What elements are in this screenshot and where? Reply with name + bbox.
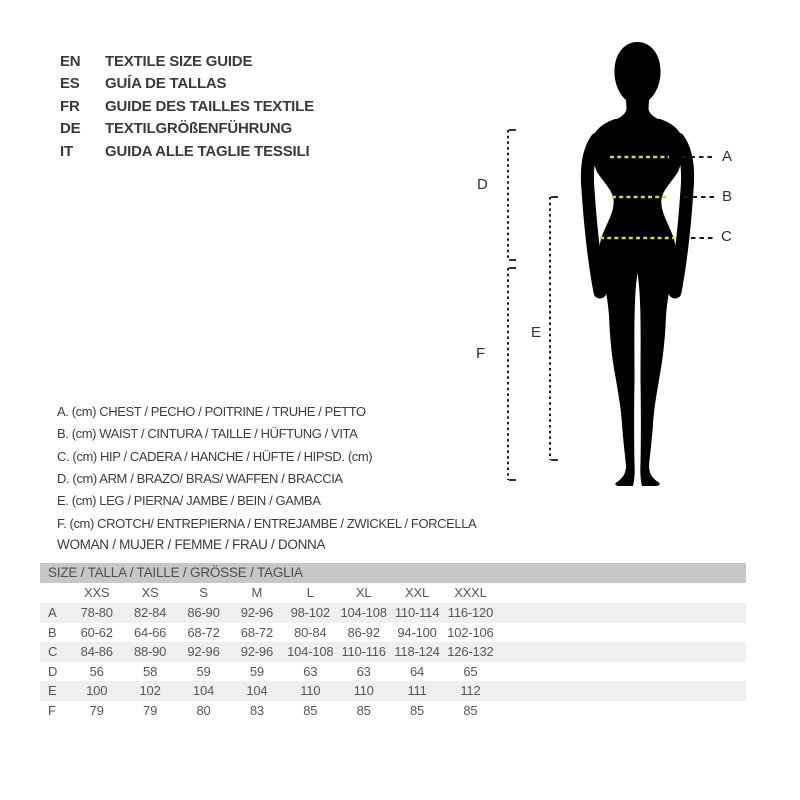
size-value: 64-66: [133, 624, 167, 640]
row-filler: [497, 701, 746, 721]
size-value: 111: [407, 683, 427, 698]
language-code: ES: [60, 75, 80, 93]
measure-label-e: E: [531, 324, 542, 341]
language-code: DE: [60, 120, 81, 138]
size-value: 110: [353, 683, 374, 698]
column-header: XXXL: [454, 585, 487, 600]
silhouette-head: [613, 42, 662, 121]
column-header-spacer: [40, 583, 70, 603]
row-filler: [497, 623, 746, 643]
size-value: 64: [410, 663, 425, 679]
size-value: 85: [356, 702, 371, 718]
measurement-legend: [57, 401, 476, 535]
size-value: 63: [356, 663, 371, 679]
measure-label-d: D: [477, 176, 488, 193]
column-header: XXS: [83, 585, 110, 600]
size-value: 79: [143, 702, 158, 718]
language-row: [60, 51, 314, 73]
row-filler: [497, 642, 746, 662]
size-value: 92-96: [240, 644, 273, 659]
size-value: 85: [463, 702, 478, 718]
size-value: 78-80: [80, 605, 113, 620]
row-label: C: [48, 644, 58, 659]
size-table: [40, 563, 746, 720]
measure-label-f: F: [476, 345, 486, 362]
column-header: M: [251, 585, 263, 600]
size-value: 94-100: [397, 624, 437, 640]
legend-line: E. (cm) LEG / PIERNA/ JAMBE / BEIN / GAMBA: [57, 493, 321, 509]
table-row: [40, 701, 746, 721]
legend-line: D. (cm) ARM / BRAZO/ BRAS/ WAFFEN / BRACCIA: [57, 471, 343, 487]
size-value: 98-102: [290, 605, 330, 620]
size-value: 112: [460, 683, 481, 698]
row-filler: [497, 603, 746, 623]
row-filler: [497, 583, 746, 603]
size-value: 86-90: [187, 605, 220, 620]
language-code: EN: [60, 53, 81, 70]
size-value: 110-114: [394, 605, 440, 620]
measure-label-c: C: [721, 228, 732, 245]
size-value: 104-108: [340, 605, 387, 620]
table-row: [40, 642, 746, 662]
size-value: 104: [246, 683, 268, 698]
size-value: 59: [249, 663, 264, 679]
measure-label-b: B: [722, 188, 733, 205]
size-value: 126-132: [447, 644, 494, 659]
language-row: [60, 96, 314, 118]
size-value: 116-120: [447, 605, 494, 620]
size-value: 68-72: [187, 624, 220, 640]
size-value: 63: [303, 663, 318, 679]
language-title: GUIDE DES TAILLES TEXTILE: [105, 97, 314, 115]
gender-title: WOMAN / MUJER / FEMME / FRAU / DONNA: [57, 537, 326, 552]
table-header-band: SIZE / TALLA / TAILLE / GRÖSSE / TAGLIA: [40, 563, 746, 583]
size-value: 83: [249, 702, 264, 718]
table-row: [40, 603, 746, 623]
legend-line: A. (cm) CHEST / PECHO / POITRINE / TRUHE / PETTO: [57, 404, 366, 419]
size-value: 85: [410, 702, 425, 718]
language-title: TEXTILGRÖßENFÜHRUNG: [105, 120, 293, 138]
size-value: 102: [139, 683, 161, 698]
size-value: 92-96: [240, 605, 273, 620]
table-body: [40, 583, 746, 720]
size-value: 65: [463, 663, 478, 679]
size-value: 84-86: [80, 644, 113, 659]
size-value: 110: [300, 683, 321, 698]
column-header: XS: [141, 585, 159, 600]
size-value: 60-62: [80, 624, 113, 640]
language-title: GUIDA ALLE TAGLIE TESSILI: [105, 142, 310, 160]
language-title: TEXTILE SIZE GUIDE: [105, 53, 253, 70]
size-value: 100: [86, 683, 108, 698]
language-row: [60, 118, 314, 140]
language-titles: [60, 51, 314, 163]
size-value: 88-90: [133, 644, 167, 659]
table-row: [40, 662, 746, 682]
legend-line: F. (cm) CROTCH/ ENTREPIERNA / ENTREJAMBE / ZWICKEL / FORCELLA: [57, 515, 477, 531]
row-filler: [497, 681, 746, 701]
table-row: [40, 681, 746, 701]
row-filler: [497, 662, 746, 682]
row-label: E: [48, 683, 57, 698]
size-value: 110-116: [341, 644, 386, 659]
size-value: 59: [196, 663, 211, 679]
size-value: 80: [196, 702, 211, 718]
size-value: 104: [192, 683, 215, 698]
size-value: 56: [89, 663, 104, 679]
legend-line: B. (cm) WAIST / CINTURA / TAILLE / HÜFTUNG / VITA: [57, 426, 358, 442]
language-code: IT: [60, 142, 73, 160]
measurement-lines: [460, 120, 760, 500]
size-value: 85: [303, 702, 318, 718]
measure-label-a: A: [722, 148, 733, 165]
language-row: [60, 141, 314, 163]
size-value: 86-92: [347, 624, 380, 640]
size-value: 80-84: [294, 624, 327, 640]
size-value: 102-106: [447, 624, 494, 640]
size-value: 92-96: [187, 644, 220, 659]
column-header: S: [199, 585, 208, 600]
row-label: D: [48, 663, 58, 679]
column-header: XXL: [405, 585, 430, 600]
legend-line: C. (cm) HIP / CADERA / HANCHE / HÜFTE / HIPSD. (cm): [57, 448, 373, 464]
size-value: 79: [89, 702, 104, 718]
column-header: L: [306, 585, 314, 600]
size-value: 82-84: [133, 605, 167, 620]
column-header: XL: [355, 585, 372, 600]
language-row: [60, 73, 314, 95]
size-value: 58: [143, 663, 158, 679]
row-label: B: [48, 624, 57, 640]
table-row: [40, 623, 746, 643]
row-label: A: [48, 605, 57, 620]
size-value: 118-124: [394, 644, 440, 659]
size-value: 104-108: [287, 644, 334, 659]
language-code: FR: [60, 97, 80, 115]
table-columns-row: [40, 583, 746, 603]
row-label: F: [48, 702, 56, 718]
size-value: 68-72: [240, 624, 273, 640]
language-title: GUÍA DE TALLAS: [105, 75, 227, 93]
